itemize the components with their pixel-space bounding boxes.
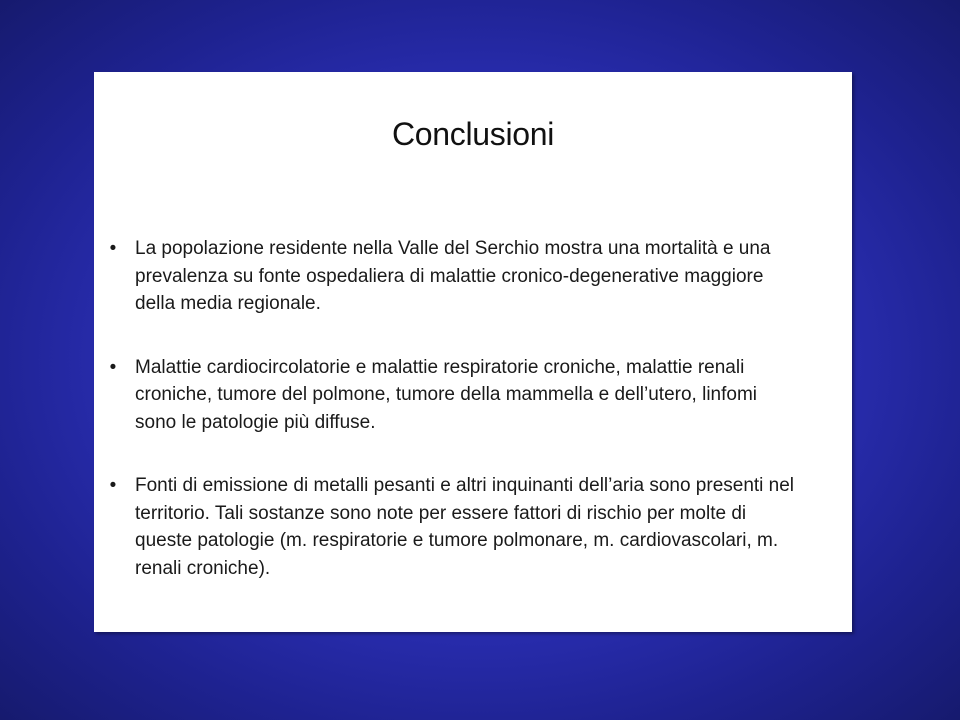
bullet-item-diseases [94,354,852,437]
bullet-list [94,235,852,618]
bullet-text: Malattie cardiocircolatorie e malattie respiratorie croniche, malattie renali croniche, tumore del polmone, tumore della mammella e dell’utero, linfomi sono le patologie più diffuse. [135,356,758,433]
slide-title: Conclusioni [391,116,555,152]
bullet-item-mortality [94,235,852,318]
slide-panel [94,72,852,632]
bullet-item-emissions [94,472,852,582]
bullet-dot-icon: • [109,475,117,496]
bullet-dot-icon: • [109,356,117,378]
bullet-text: Fonti di emissione di metalli pesanti e altri inquinanti dell’aria sono presenti nel territorio. Tali sostanze sono note per essere fattori di rischio per molte di queste patologie (m. respiratorie e tumore polmonare, m. cardiovascolari, m. renali croniche). [135,475,795,579]
bullet-text: La popolazione residente nella Valle del Serchio mostra una mortalità e una prevalenza su fonte ospedaliera di malattie cronico-degenerative maggiore della media regionale. [135,238,771,314]
bullet-dot-icon: • [109,238,117,259]
